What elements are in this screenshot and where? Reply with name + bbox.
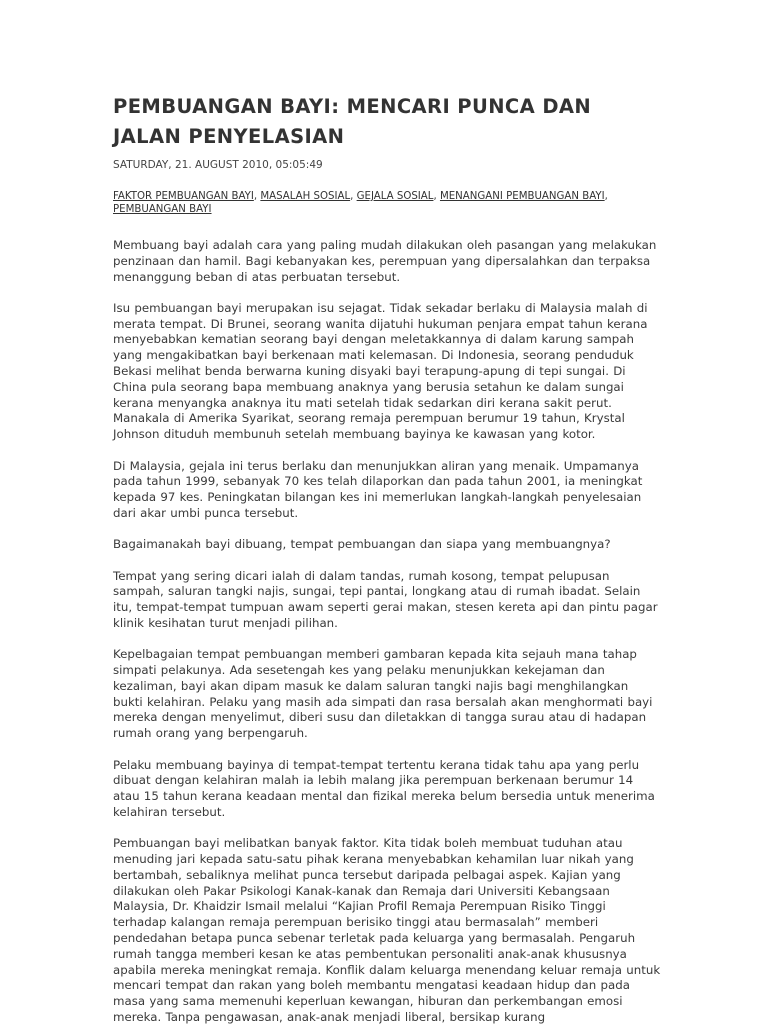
tag-separator: , <box>350 191 357 202</box>
tag-separator: , <box>604 191 608 202</box>
paragraph: Pembuangan bayi melibatkan banyak faktor. Kita tidak boleh membuat tuduhan atau menuding jari kepada satu-satu pihak kerana menyebabkan kehamilan luar nikah yang bertambah, sebaliknya melihat punca tersebut daripada pelbagai aspek. Kajian yang dilakukan oleh Pakar Psikologi Kanak-kanak dan Remaja dari Universiti Kebangsaan Malaysia, Dr. Khaidzir Ismail melalui “Kajian Profil Remaja Perempuan Risiko Tinggi terhadap kalangan remaja perempuan berisiko tinggi atau bermasalah” memberi pendedahan betapa punca sebenar terletak pada keluarga yang bermasalah. Pengaruh rumah tangga memberi kesan ke atas pembentukan personaliti anak-anak khususnya apabila mereka meningkat remaja. Konflik dalam keluarga menendang keluar remaja untuk mencari tempat dan rakan yang boleh membantu mengatasi keadaan hidup dan pada masa yang sama memenuhi keperluan kewangan, hiburan dan perkembangan emosi mereka. Tanpa pengawasan, anak-anak menjadi liberal, bersikap kurang <box>113 836 661 1024</box>
paragraph: Isu pembuangan bayi merupakan isu sejagat. Tidak sekadar berlaku di Malaysia malah di merata tempat. Di Brunei, seorang wanita dijatuhi hukuman penjara empat tahun kerana menyebabkan kematian seorang bayi dengan meletakkannya di dalam karung sampah yang mengakibatkan bayi berkenaan mati kelemasan. Di Indonesia, seorang penduduk Bekasi melihat benda berwarna kuning disyaki bayi terapung-apung di tepi sungai. Di China pula seorang bapa membuang anaknya yang berusia setahun ke dalam sungai kerana menyangka anaknya itu mati setelah tidak sedarkan diri kerana sakit perut. Manakala di Amerika Syarikat, seorang remaja perempuan berumur 19 tahun, Krystal Johnson dituduh membunuh setelah membuang bayinya ke kawasan yang kotor. <box>113 300 648 442</box>
paragraph: Membuang bayi adalah cara yang paling mudah dilakukan oleh pasangan yang melakukan penzinaan dan hamil. Bagi kebanyakan kes, perempuan yang dipersalahkan dan terpaksa menanggung beban di atas perbuatan tersebut. <box>113 238 657 284</box>
paragraph: Di Malaysia, gejala ini terus berlaku dan menunjukkan aliran yang menaik. Umpamanya pada tahun 1999, sebanyak 70 kes telah dilaporkan dan pada tahun 2001, ia meningkat kepada 97 kes. Peningkatan bilangan kes ini memerlukan langkah-langkah penyelesaian dari akar umbi punca tersebut. <box>113 458 643 520</box>
tag-link[interactable]: MASALAH SOSIAL <box>260 191 351 202</box>
tag-list <box>113 190 661 216</box>
paragraph: Pelaku membuang bayinya di tempat-tempat tertentu kerana tidak tahu apa yang perlu dibuat dengan kelahiran malah ia lebih malang jika perempuan berkenaan berumur 14 atau 15 tahun kerana keadaan mental dan fizikal mereka belum bersedia untuk menerima kelahiran tersebut. <box>113 757 655 819</box>
paragraph: Bagaimanakah bayi dibuang, tempat pembuangan dan siapa yang membuangnya? <box>113 537 611 552</box>
article-date: SATURDAY, 21. AUGUST 2010, 05:05:49 <box>113 159 323 171</box>
tag-link[interactable]: GEJALA SOSIAL <box>356 191 434 202</box>
tag-link[interactable]: FAKTOR PEMBUANGAN BAYI <box>113 191 254 202</box>
tag-link[interactable]: PEMBUANGAN BAYI <box>113 204 212 215</box>
tag-separator: , <box>253 191 261 202</box>
paragraph: Tempat yang sering dicari ialah di dalam tandas, rumah kosong, tempat pelupusan sampah, saluran tangki najis, sungai, tepi pantai, longkang atau di rumah ibadat. Selain itu, tempat-tempat tumpuan awam seperti gerai makan, stesen kereta api dan pintu pagar klinik kesihatan turut menjadi pilihan. <box>113 568 658 630</box>
article <box>113 92 661 1026</box>
paragraph: Kepelbagaian tempat pembuangan memberi gambaran kepada kita sejauh mana tahap simpati pelakunya. Ada sesetengah kes yang pelaku menunjukkan kekejaman dan kezaliman, bayi akan dipam masuk ke dalam saluran tangki najis bagi menghilangkan bukti kelahiran. Pelaku yang masih ada simpati dan rasa bersalah akan menghormati bayi mereka dengan menyelimut, diberi susu dan diletakkan di tangga surau atau di hadapan rumah orang yang berpengaruh. <box>113 647 653 741</box>
tag-link[interactable]: MENANGANI PEMBUANGAN BAYI <box>439 191 605 202</box>
tag-separator: , <box>433 191 440 202</box>
article-title: PEMBUANGAN BAYI: MENCARI PUNCA DAN JALAN PENYELASIAN <box>113 95 592 148</box>
